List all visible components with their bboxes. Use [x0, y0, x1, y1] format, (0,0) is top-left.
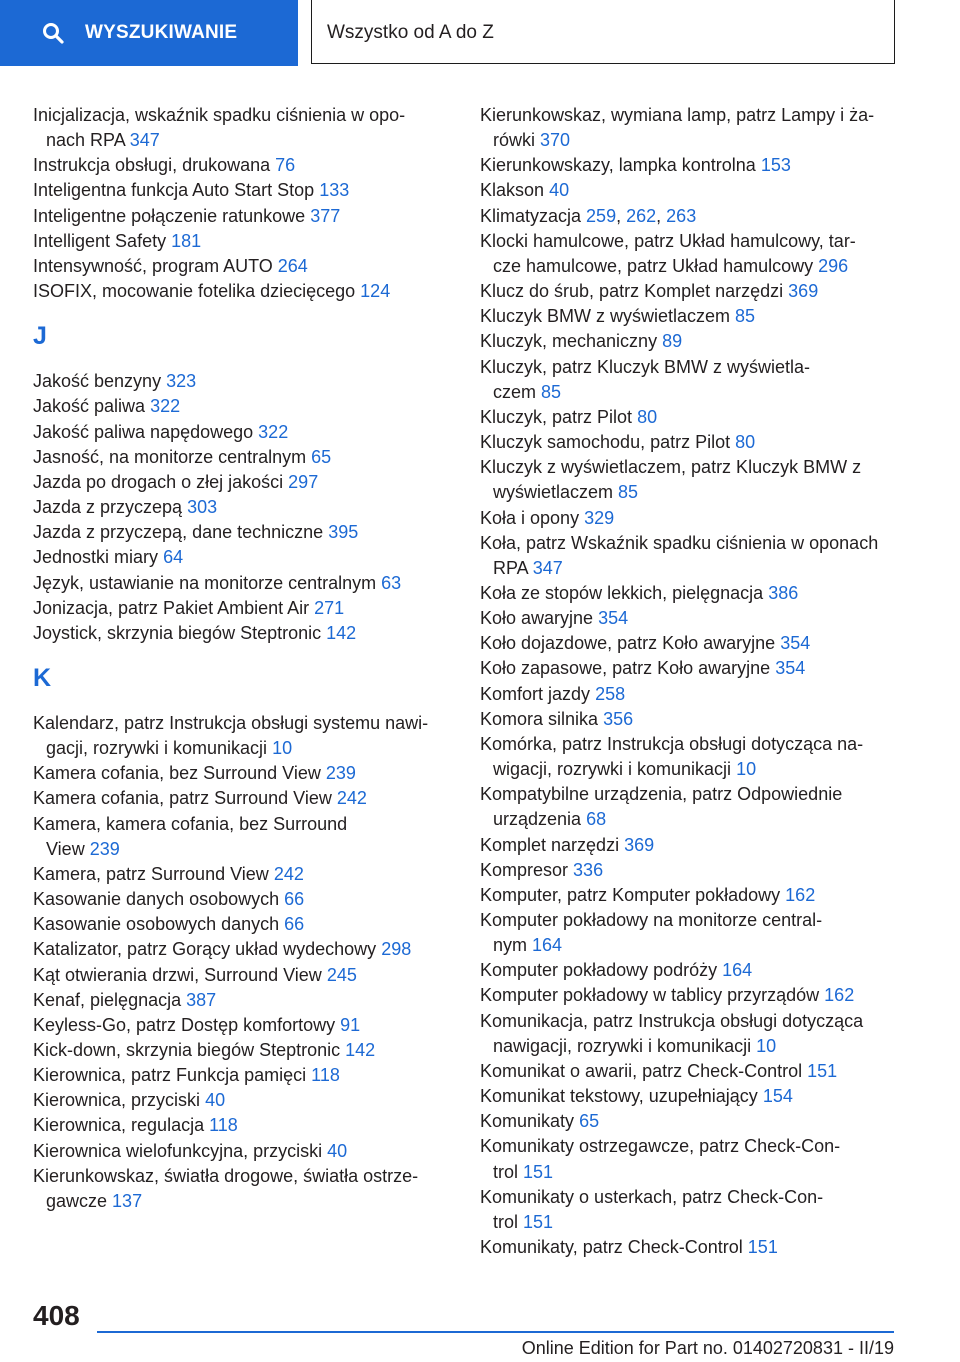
index-entry-text: Klimatyzacja [480, 205, 582, 226]
index-entry [33, 495, 453, 520]
index-entry-text: Kompatybilne urządzenia, patrz Odpowiednie [480, 784, 843, 805]
index-entry [33, 470, 453, 495]
index-entry [33, 1063, 453, 1088]
index-entry [480, 178, 920, 203]
index-entry [480, 506, 920, 531]
a-to-z-tab-label: Wszystko od A do Z [327, 22, 494, 43]
index-entry-continuation: urządzenia [493, 809, 582, 830]
page-reference-link[interactable]: 142 [345, 1040, 376, 1060]
index-entry [480, 1009, 920, 1059]
index-entry-text: Kluczyk, patrz Kluczyk BMW z wyświetla‐ [480, 356, 811, 377]
index-entry [480, 682, 920, 707]
index-entry-continuation: wigacji, rozrywki i komunikacji [493, 759, 732, 780]
index-entry-text: Język, ustawianie na monitorze centralnym [33, 572, 377, 593]
index-entry [480, 958, 920, 983]
footer-divider [97, 1331, 894, 1333]
index-entry-text: Komunikat o awarii, patrz Check-Control [480, 1060, 803, 1081]
index-entry-text: Koła ze stopów lekkich, pielęgnacja [480, 582, 764, 603]
index-entry-text: Kenaf, pielęgnacja [33, 989, 182, 1010]
index-entry-text: Inicjalizacja, wskaźnik spadku ciśnienia w opo‐ [33, 105, 406, 125]
index-entry-text: Kasowanie danych osobowych [33, 889, 280, 910]
index-entry [480, 656, 920, 681]
page-reference-link[interactable]: 322 [150, 396, 181, 417]
index-entry-text: Joystick, skrzynia biegów Steptronic [33, 622, 322, 643]
index-entry-text: Komfort jazdy [480, 683, 591, 704]
index-letter-heading: J [33, 322, 47, 351]
page-reference-link[interactable]: 356 [603, 708, 634, 729]
page-reference-link[interactable]: 259 [586, 205, 617, 226]
index-entry-text: Komunikacja, patrz Instrukcja obsługi dotycząca [480, 1010, 864, 1031]
index-entry [480, 405, 920, 430]
index-entry [33, 1164, 453, 1214]
index-entry [480, 1235, 920, 1260]
index-entry-text: Koło awaryjne [480, 608, 594, 629]
page-reference-link[interactable]: 153 [760, 155, 791, 176]
page-reference-link[interactable]: 262 [626, 205, 657, 226]
index-entry [480, 355, 920, 405]
page-reference-link[interactable]: 118 [209, 1115, 238, 1136]
page-reference-link[interactable]: 80 [637, 406, 658, 427]
index-entry [33, 937, 453, 962]
index-entry-text: Inteligentne połączenie ratunkowe [33, 205, 306, 226]
index-entry-text: Komputer, patrz Komputer pokładowy [480, 884, 781, 905]
index-entry [480, 1059, 920, 1084]
page-reference-link[interactable]: 40 [327, 1140, 348, 1161]
page-reference-link[interactable]: 245 [326, 964, 357, 985]
index-entry-text: Jednostki miary [33, 547, 159, 568]
index-entry-continuation: nach RPA [46, 130, 125, 151]
index-entry [480, 455, 920, 505]
page-reference-link[interactable]: 65 [311, 446, 332, 467]
index-entry [33, 621, 453, 646]
index-entry [480, 606, 920, 631]
page-reference-link[interactable]: 354 [775, 658, 806, 679]
page-reference-link[interactable]: 395 [328, 522, 359, 543]
index-entry-text: Kierunkowskaz, światła drogowe, światła ostrze‐ [33, 1165, 419, 1186]
page-reference-link[interactable]: 370 [540, 130, 571, 151]
page-reference-link[interactable]: 181 [171, 230, 202, 251]
index-entry [33, 988, 453, 1013]
index-entry-text: Jazda po drogach o złej jakości [33, 471, 284, 492]
page-reference-link[interactable]: 164 [532, 935, 563, 956]
index-entry-continuation: cze hamulcowe, patrz Układ hamulcowy [493, 255, 814, 276]
page-reference-link[interactable]: 10 [736, 759, 757, 780]
page-reference-link[interactable]: 322 [258, 421, 289, 442]
index-entry [33, 963, 453, 988]
index-entry-text: Kluczyk samochodu, patrz Pilot [480, 432, 731, 453]
index-entry-text: Komunikaty ostrzegawcze, patrz Check-Con‐ [480, 1136, 841, 1157]
index-entry-continuation: gawcze [46, 1190, 108, 1211]
index-entry-text: Komplet narzędzi [480, 834, 620, 855]
page-reference-link[interactable]: 347 [532, 557, 563, 578]
index-entry-text: Jasność, na monitorze centralnym [33, 446, 307, 467]
page-reference-link[interactable]: 377 [310, 205, 341, 226]
top-navigation [0, 0, 960, 66]
index-entry [480, 707, 920, 732]
page-reference-link[interactable]: 369 [624, 834, 655, 855]
page-reference-link[interactable]: 40 [549, 180, 570, 201]
page-reference-link[interactable]: 68 [586, 809, 607, 830]
index-entry [33, 786, 453, 811]
index-entry-text: Keyless-Go, patrz Dostęp komfortowy [33, 1014, 336, 1035]
index-entry-continuation: wyświetlaczem [493, 482, 614, 503]
index-entry-continuation: rówki [493, 130, 536, 151]
index-entry [33, 711, 453, 761]
page-number: 408 [33, 1300, 80, 1331]
edition-footer: Online Edition for Part no. 01402720831 - II/19 [521, 1338, 894, 1358]
index-entry [33, 596, 453, 621]
page-reference-link[interactable]: 162 [824, 985, 855, 1006]
page-reference-link[interactable]: 298 [381, 939, 412, 960]
index-entry-continuation: RPA [493, 557, 528, 578]
index-entry [33, 394, 453, 419]
page-reference-link[interactable]: 303 [187, 497, 218, 518]
index-entry [33, 912, 453, 937]
index-entry [480, 304, 920, 329]
page-reference-link[interactable]: 118 [311, 1065, 340, 1086]
index-column-left [33, 103, 453, 1214]
page-reference-link[interactable]: 64 [163, 547, 184, 568]
index-entry-text: Kąt otwierania drzwi, Surround View [33, 964, 322, 985]
index-entry [480, 908, 920, 958]
index-entry-text: Jazda z przyczepą, dane techniczne [33, 522, 324, 543]
index-entry [33, 571, 453, 596]
index-entry [480, 782, 920, 832]
page-reference-link[interactable]: 89 [662, 331, 683, 352]
index-entry-continuation: trol [493, 1161, 519, 1182]
index-entry [480, 1109, 920, 1134]
index-entry-text: Kierunkowskaz, wymiana lamp, patrz Lampy i ża‐ [480, 105, 875, 125]
index-entry-text: Kierunkowskazy, lampka kontrolna [480, 155, 756, 176]
page-reference-link[interactable]: 258 [595, 683, 626, 704]
page-reference-link[interactable]: 164 [722, 960, 753, 981]
index-entry-continuation: nym [493, 935, 528, 956]
index-entry [33, 204, 453, 229]
index-entry-text: Komunikat tekstowy, uzupełniający [480, 1086, 758, 1107]
index-entry-text: Katalizator, patrz Gorący układ wydechowy [33, 939, 377, 960]
page-reference-link[interactable]: 10 [756, 1035, 777, 1056]
index-entry [33, 545, 453, 570]
index-entry [480, 229, 920, 279]
index-entry [33, 279, 453, 304]
index-entry [33, 178, 453, 203]
index-entry-text: Instrukcja obsługi, drukowana [33, 155, 271, 176]
index-entry [33, 1139, 453, 1164]
index-entry-text: Kluczyk, patrz Pilot [480, 406, 633, 427]
index-entry [480, 833, 920, 858]
index-entry [33, 369, 453, 394]
index-entry-text: Jakość paliwa napędowego [33, 421, 254, 442]
page-reference-link[interactable]: 91 [340, 1014, 361, 1035]
page-reference-link[interactable]: 40 [205, 1090, 226, 1111]
index-entry-text: Kamera cofania, bez Surround View [33, 763, 321, 784]
index-entry-text: Komputer pokładowy podróży [480, 960, 718, 981]
page-reference-link[interactable]: 10 [272, 738, 293, 759]
index-entry-text: Inteligentna funkcja Auto Start Stop [33, 180, 315, 201]
index-entry-text: Koła i opony [480, 507, 580, 528]
page-reference-link[interactable]: 85 [735, 306, 756, 327]
page-reference-link[interactable]: 239 [89, 838, 120, 859]
index-entry-text: Kasowanie osobowych danych [33, 914, 280, 935]
page-reference-link[interactable]: 124 [360, 281, 391, 302]
index-entry-text: Komputer pokładowy w tablicy przyrządów [480, 985, 820, 1006]
index-entry [33, 153, 453, 178]
index-entry-text: Kluczyk, mechaniczny [480, 331, 658, 352]
index-entry-text: Intensywność, program AUTO [33, 255, 273, 276]
page-reference-link[interactable]: 386 [768, 582, 799, 603]
index-entry [33, 520, 453, 545]
page-reference-link[interactable]: 162 [785, 884, 816, 905]
index-entry-text: Komórka, patrz Instrukcja obsługi dotycząca na‐ [480, 733, 864, 754]
index-entry [33, 887, 453, 912]
page-reference-link[interactable]: 154 [762, 1086, 793, 1107]
index-entry [480, 329, 920, 354]
index-entry [33, 812, 453, 862]
index-entry [480, 983, 920, 1008]
index-entry-text: Komputer pokładowy na monitorze central‐ [480, 910, 823, 930]
page-reference-link[interactable]: 297 [288, 471, 319, 492]
index-entry [480, 631, 920, 656]
index-entry-text: Kierownica wielofunkcyjna, przyciski [33, 1140, 323, 1161]
index-entry-text: Klakson [480, 180, 545, 201]
index-entry-text: Kick-down, skrzynia biegów Steptronic [33, 1040, 341, 1060]
index-entry-text: Jonizacja, patrz Pakiet Ambient Air [33, 597, 310, 618]
page-reference-link[interactable]: 369 [788, 281, 819, 302]
index-entry-text: Jazda z przyczepą [33, 497, 183, 518]
index-entry-continuation: trol [493, 1211, 519, 1232]
page-reference-link[interactable]: 65 [579, 1111, 600, 1132]
index-entry [33, 445, 453, 470]
index-entry-text: Komunikaty [480, 1111, 575, 1132]
index-entry-text: Kamera, patrz Surround View [33, 863, 269, 884]
index-entry-text: Koło dojazdowe, patrz Koło awaryjne [480, 633, 776, 654]
index-entry [33, 420, 453, 445]
index-entry [480, 883, 920, 908]
index-entry-text: Jakość benzyny [33, 371, 162, 392]
index-entry: Klimatyzacja 259, 262, 263 [480, 205, 697, 226]
page-reference-link[interactable]: 80 [735, 432, 756, 453]
page-reference-link[interactable]: 354 [598, 608, 629, 629]
a-to-z-tab-button[interactable] [311, 0, 895, 64]
index-entry [480, 1185, 920, 1235]
index-entry [480, 1084, 920, 1109]
index-entry [480, 1134, 920, 1184]
index-entry [33, 103, 453, 153]
page-reference-link[interactable]: 336 [573, 859, 604, 880]
index-column-right [480, 103, 920, 1260]
index-entry-continuation: View [46, 838, 85, 859]
page-reference-link[interactable]: 347 [129, 130, 160, 151]
index-entry [33, 229, 453, 254]
index-entry-text: Koło zapasowe, patrz Koło awaryjne [480, 658, 771, 679]
index-entry [33, 1038, 453, 1063]
index-entry-text: Kierownica, przyciski [33, 1090, 201, 1111]
index-entry-text: Komunikaty o usterkach, patrz Check-Con‐ [480, 1186, 824, 1207]
index-entry [33, 862, 453, 887]
index-entry-text: Kierownica, patrz Funkcja pamięci [33, 1065, 307, 1086]
index-entry [480, 279, 920, 304]
index-entry [33, 1013, 453, 1038]
page-reference-link[interactable]: 66 [284, 914, 305, 935]
page-reference-link[interactable]: 264 [277, 255, 308, 276]
index-entry-text: Jakość paliwa [33, 396, 146, 417]
page-reference-link[interactable]: 142 [326, 622, 357, 643]
index-entry-text: Kluczyk BMW z wyświetlaczem [480, 306, 731, 327]
search-tab-button[interactable] [0, 0, 298, 66]
page-reference-link[interactable]: 137 [112, 1190, 143, 1211]
index-entry-text: Klocki hamulcowe, patrz Układ hamulcowy, tar‐ [480, 230, 856, 251]
page-reference-link[interactable]: 76 [275, 155, 296, 176]
index-entry-text: Kierownica, regulacja [33, 1115, 205, 1136]
page-reference-link[interactable]: 133 [319, 180, 350, 201]
index-letter-heading: K [33, 663, 52, 692]
index-entry-continuation: gacji, rozrywki i komunikacji [46, 738, 268, 759]
index-entry-continuation: czem [493, 381, 537, 402]
page-reference-link[interactable]: 239 [325, 763, 356, 784]
search-tab-label: WYSZUKIWANIE [85, 22, 238, 43]
index-entry-text: Intelligent Safety [33, 230, 167, 251]
index-entry [33, 1113, 453, 1138]
page-reference-link[interactable]: 263 [666, 205, 697, 226]
page-reference-link[interactable]: 387 [186, 989, 217, 1010]
page-reference-link[interactable]: 66 [284, 889, 305, 910]
index-entry-text: ISOFIX, mocowanie fotelika dziecięcego [33, 281, 356, 302]
index-entry-text: Kamera, kamera cofania, bez Surround [33, 813, 348, 834]
index-entry [33, 1088, 453, 1113]
page-reference-link[interactable]: 151 [807, 1060, 838, 1081]
index-entry [480, 732, 920, 782]
page-reference-link[interactable]: 151 [523, 1211, 554, 1232]
page-reference-link[interactable]: 242 [336, 788, 367, 809]
index-entry-text: Kompresor [480, 859, 569, 880]
page-reference-link[interactable]: 354 [780, 633, 811, 654]
page-reference-link[interactable]: 151 [523, 1161, 554, 1182]
index-entry [480, 103, 920, 153]
index-entry-text: Kluczyk z wyświetlaczem, patrz Kluczyk BMW z [480, 457, 862, 478]
index-entry-continuation: nawigacji, rozrywki i komunikacji [493, 1035, 752, 1056]
index-entry-text: Kalendarz, patrz Instrukcja obsługi systemu nawi‐ [33, 712, 429, 733]
page-reference-link[interactable]: 85 [618, 482, 639, 503]
page-reference-link[interactable]: 63 [381, 572, 402, 593]
index-entry-text: Klucz do śrub, patrz Komplet narzędzi [480, 281, 784, 302]
page-reference-link[interactable]: 242 [273, 863, 304, 884]
index-entry-text: Kamera cofania, patrz Surround View [33, 788, 332, 809]
index-entry [480, 858, 920, 883]
index-entry [33, 254, 453, 279]
page-reference-link[interactable]: 296 [818, 255, 849, 276]
page-reference-link[interactable]: 323 [166, 371, 197, 392]
index-entry-text: Komora silnika [480, 708, 599, 729]
index-entry-text: Komunikaty, patrz Check-Control [480, 1237, 743, 1258]
index-entry [33, 761, 453, 786]
search-icon [42, 22, 64, 44]
index-entry-text: Koła, patrz Wskaźnik spadku ciśnienia w oponach [480, 532, 879, 553]
index-entry [480, 531, 920, 581]
page-reference-link[interactable]: 271 [314, 597, 345, 618]
page-reference-link[interactable]: 329 [584, 507, 615, 528]
page-reference-link[interactable]: 85 [541, 381, 562, 402]
index-entry [480, 581, 920, 606]
page-reference-link[interactable]: 151 [747, 1237, 778, 1258]
index-entry [480, 430, 920, 455]
index-entry [480, 153, 920, 178]
